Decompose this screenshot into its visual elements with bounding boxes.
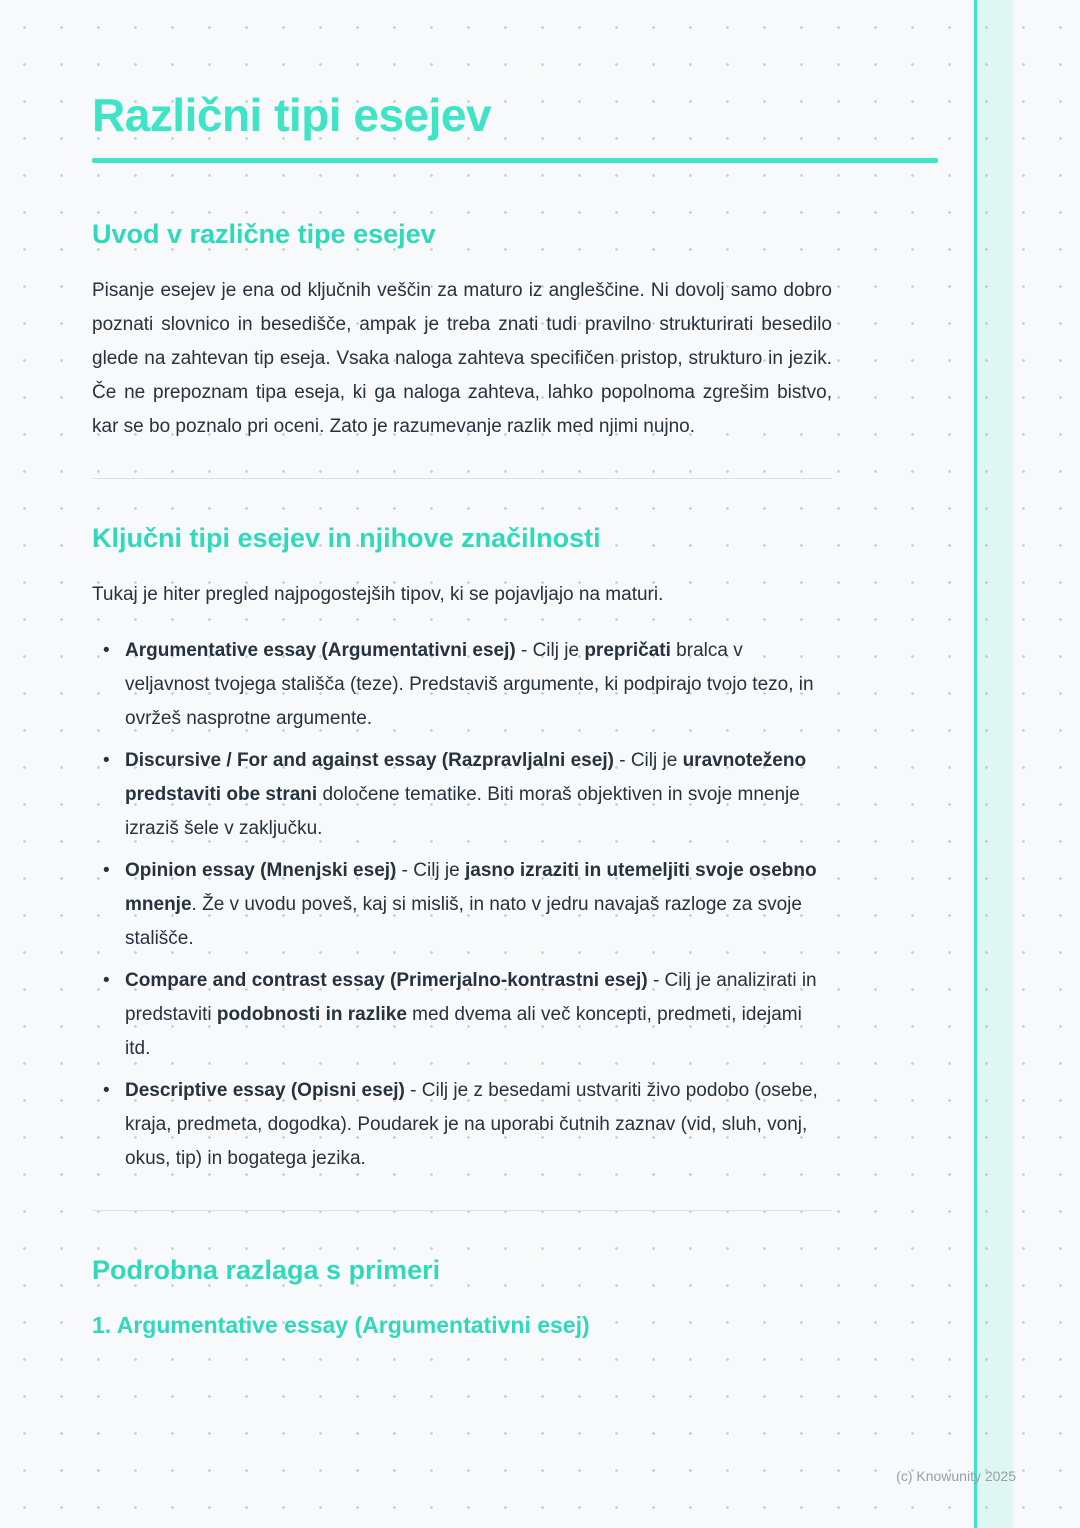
intro-paragraph: Pisanje esejev je ena od ključnih veščin za maturo iz angleščine. Ni dovolj samo dobro poznati slovnico in besedišče, ampak je treba znati tudi pravilno strukturirati besedilo glede na zahtevan tip eseja. Vsaka naloga zahteva specifičen pristop, strukturo in jezik. Če ne prepoznam tipa eseja, ki ga naloga zahteva, lahko popolnoma zgrešim bistvo, kar se bo poznalo pri oceni. Zato je razumevanje razlik med njimi nujno. [92,280,832,437]
essay-type-item: • Argumentative essay (Argumentativni esej) - Cilj je prepričati bralca v veljavnost tvojega stališča (teze). Predstaviš argumente, ki podpirajo tvojo tezo, in ovržeš nasprotne argumente. [92,634,832,736]
subsection-heading-argumentative: 1. Argumentative essay (Argumentativni esej) [92,1312,590,1338]
section-heading-kljucni-tipi: Ključni tipi esejev in njihove značilnosti [92,523,601,553]
page-edge-stripe-background [977,0,1013,1528]
section-heading-podrobna-razlaga: Podrobna razlaga s primeri [92,1255,441,1285]
essay-type-item: • Descriptive essay (Opisni esej) - Cilj je z besedami ustvariti živo podobo (osebe, kraja, predmeta, dogodka). Poudarek je na uporabi čutnih zaznav (vid, sluh, vonj, okus, tip) in bogatega jezika. [92,1074,832,1176]
section-heading-uvod: Uvod v različne tipe esejev [92,219,436,249]
page-edge-accent-line [974,0,977,1528]
copyright-notice: (c) Knowunity 2025 [896,1468,1016,1484]
overview-text: Tukaj je hiter pregled najpogostejših tipov, ki se pojavljajo na maturi. [92,584,664,605]
essay-type-item: • Opinion essay (Mnenjski esej) - Cilj je jasno izraziti in utemeljiti svoje osebno mnenje. Že v uvodu poveš, kaj si misliš, in nato v jedru navajaš razloge za svoje stališče. [92,854,832,956]
document-content [92,88,938,1339]
essay-type-item: • Compare and contrast essay (Primerjalno-kontrastni esej) - Cilj je analizirati in predstaviti podobnosti in razlike med dvema ali več koncepti, predmeti, idejami itd. [92,964,832,1066]
page-title: Različni tipi esejev [92,89,492,141]
essay-types-list [92,634,832,1176]
essay-type-item: • Discursive / For and against essay (Razpravljalni esej) - Cilj je uravnoteženo predstaviti obe strani določene tematike. Biti moraš objektiven in svoje mnenje izraziš šele v zaključku. [92,744,832,846]
title-underline [92,158,938,163]
section-divider-1 [92,478,832,479]
section-divider-2 [92,1210,832,1211]
